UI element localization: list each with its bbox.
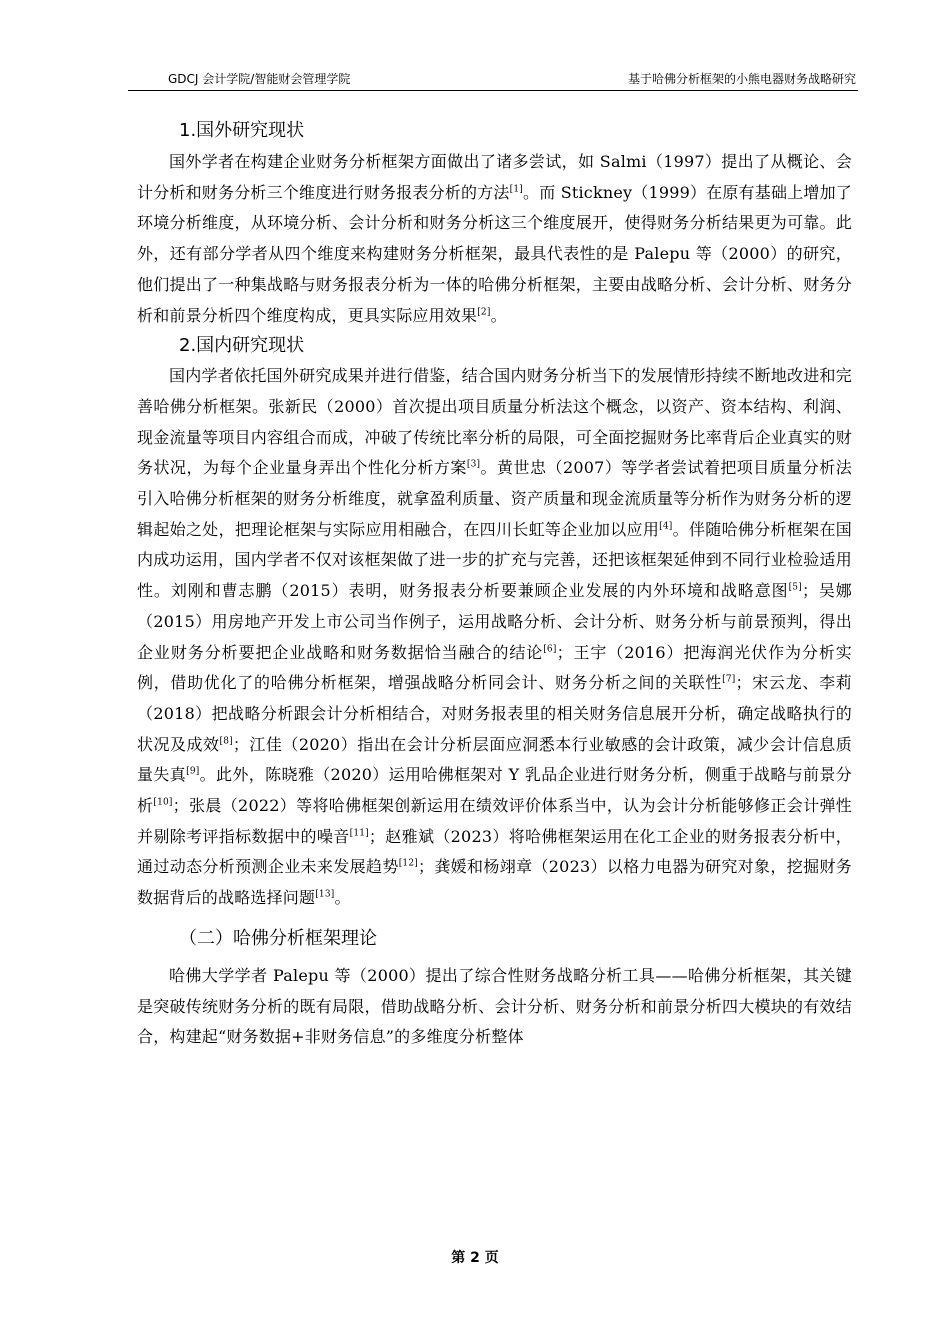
citation-ref: [10] bbox=[153, 797, 173, 808]
paragraph-foreign-research bbox=[137, 147, 852, 331]
text-run: 。 bbox=[334, 888, 351, 908]
text-run: 。伴随哈佛分析框架在国内成功运用，国内学者不仅对该框架做了进一步的扩充与完善，还把该框架延伸到不同行业检验适用性。刘刚和曹志鹏（2015）表明，财务报表分析要兼顾企业发展的内外环境和战略意图 bbox=[137, 519, 853, 601]
citation-ref: [11] bbox=[349, 828, 369, 839]
text-run: 国外学者在构建企业财务分析框架方面做出了诸多尝试，如 Salmi（1997）提出了从概论、会计分析和财务分析三个维度进行财务报表分析的方法 bbox=[137, 152, 852, 202]
text-run: 。此外，陈晓雅（2020）运用哈佛框架对 Y 乳品企业进行财务分析，侧重于战略与前景分析 bbox=[137, 765, 852, 816]
heading-domestic-research: 2.国内研究现状 bbox=[179, 335, 305, 357]
citation-ref: [13] bbox=[315, 889, 335, 900]
text-run: ；王宇（2016）把海润光伏作为分析实例，借助优化了的哈佛分析框架，增强战略分析同会计、财务分析之间的关联性 bbox=[137, 642, 852, 693]
page-number: 第 2 页 bbox=[451, 1250, 499, 1266]
citation-ref: [12] bbox=[398, 859, 418, 870]
citation-ref: [6] bbox=[543, 644, 557, 655]
text-run: 。 bbox=[490, 305, 507, 325]
text-run: 。黄世忠（2007）等学者尝试着把项目质量分析法引入哈佛分析框架的财务分析维度，就拿盈利质量、资产质量和现金流质量等分析作为财务分析的逻辑起始之处，把理论框架与实际应用相融合，在四川长虹等企业加以应用 bbox=[137, 458, 852, 539]
text-run: ；江佳（2020）指出在会计分析层面应洞悉本行业敏感的会计政策，减少会计信息质量失真 bbox=[137, 734, 852, 785]
paragraph-domestic-research bbox=[137, 361, 852, 914]
paragraph-harvard-framework: 哈佛大学学者 Palepu 等（2000）提出了综合性财务战略分析工具——哈佛分析框架，其关键是突破传统财务分析的既有局限，借助战略分析、会计分析、财务分析和前景分析四大模块的有效结合，构建起“财务数据+非财务信息”的多维度分析整体 bbox=[137, 965, 852, 1047]
header-thesis-title: 基于哈佛分析框架的小熊电器财务战略研究 bbox=[627, 72, 856, 86]
text-run: 。而 Stickney（1999）在原有基础上增加了环境分析维度，从环境分析、会计分析和财务分析这三个维度展开，使得财务分析结果更为可靠。此外，还有部分学者从四个维度来构建财务分析框架，最具代表性的是 Palepu 等（2000）的研究，他们提出了一种集战略与财务报表分析为一体的哈佛分析框架，主要由战略分析、会计分析、财务分析和前景分析四个维度构成，更具实际应用效果 bbox=[137, 182, 853, 325]
citation-ref: [2] bbox=[477, 307, 491, 318]
citation-ref: [4] bbox=[659, 521, 673, 532]
header-institution: GDCJ 会计学院/智能财会管理学院 bbox=[168, 72, 351, 86]
heading-foreign-research: 1.国外研究现状 bbox=[179, 120, 305, 141]
running-header bbox=[128, 68, 858, 91]
text-run: ；龚媛和杨翊章（2023）以格力电器为研究对象，挖掘财务数据背后的战略选择问题 bbox=[137, 857, 853, 908]
citation-ref: [9] bbox=[186, 767, 200, 778]
text-run: ；宋云龙、李莉（2018）把战略分析跟会计分析相结合，对财务报表里的相关财务信息展开分析，确定战略执行的状况及成效 bbox=[137, 673, 852, 754]
text-run: 国内学者依托国外研究成果并进行借鉴，结合国内财务分析当下的发展情形持续不断地改进和完善哈佛分析框架。张新民（2000）首次提出项目质量分析法这个概念，以资产、资本结构、利润、现金流量等项目内容组合而成，冲破了传统比率分析的局限，可全面挖掘财务比率背后企业真实的财务状况，为每个企业量身弄出个性化分析方案 bbox=[137, 366, 852, 478]
citation-ref: [3] bbox=[466, 460, 481, 470]
citation-ref: [7] bbox=[722, 674, 736, 685]
text-run: ；赵雅斌（2023）将哈佛框架运用在化工企业的财务报表分析中，通过动态分析预测企业未来发展趋势 bbox=[137, 826, 853, 877]
heading-harvard-framework: （二）哈佛分析框架理论 bbox=[179, 927, 377, 949]
text-run: ；吴娜（2015）用房地产开发上市公司当作例子，运用战略分析、会计分析、财务分析与前景预判，得出企业财务分析要把企业战略和财务数据恰当融合的结论 bbox=[137, 581, 852, 662]
citation-ref: [8] bbox=[219, 736, 233, 747]
body-text bbox=[137, 116, 852, 1053]
citation-ref: [1] bbox=[509, 184, 523, 195]
text-run: ；张晨（2022）等将哈佛框架创新运用在绩效评价体系当中，认为会计分析能够修正会计弹性并剔除考评指标数据中的噪音 bbox=[137, 796, 852, 846]
citation-ref: [5] bbox=[788, 582, 802, 593]
